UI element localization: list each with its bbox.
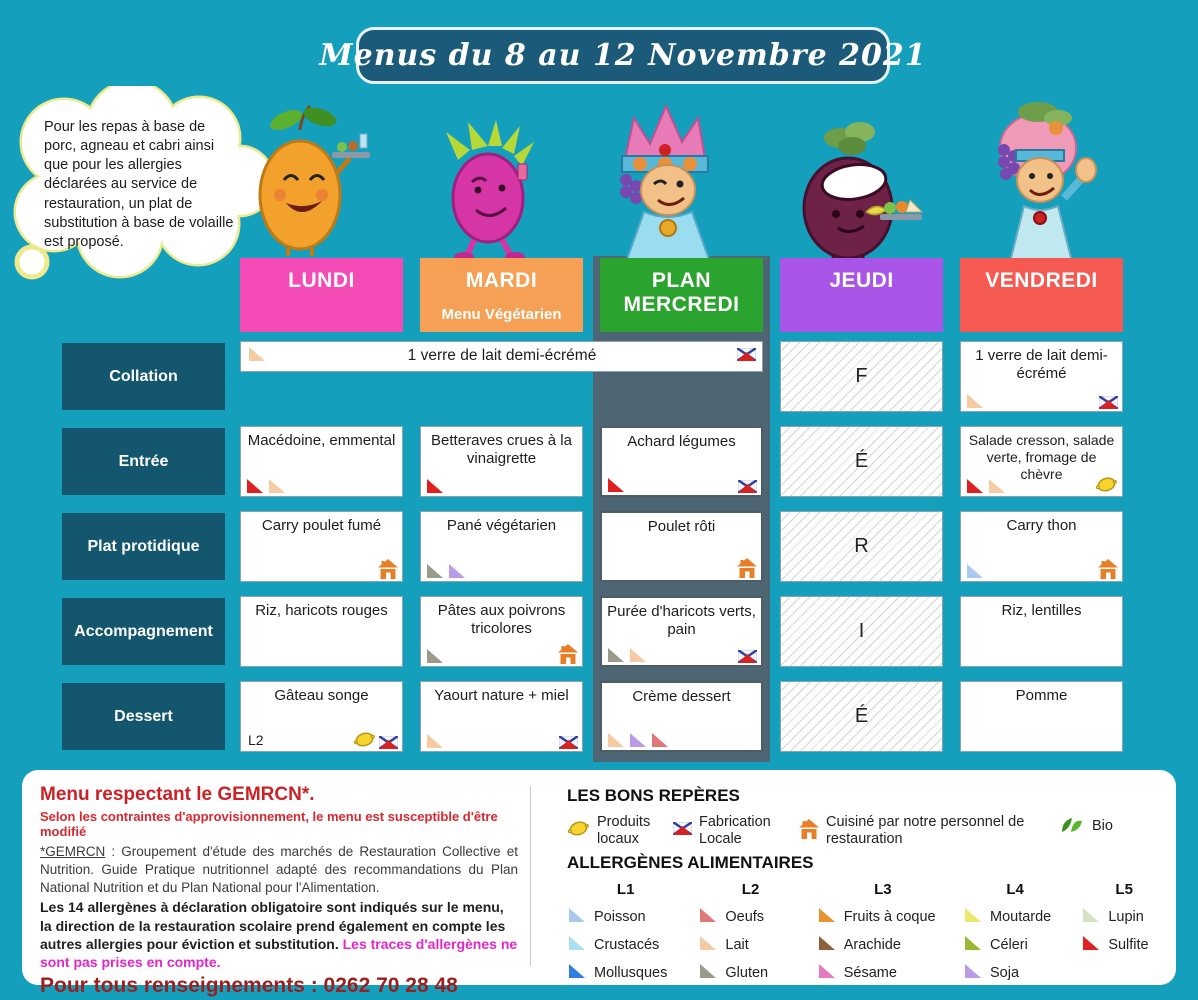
lait-icon [698,935,718,951]
day-header-mercredi [600,258,763,332]
bons-reperes-legend [567,814,1167,847]
produits-locaux-icon [567,819,590,838]
mollusques-icon [567,963,587,979]
cell-text: Crème dessert [632,688,731,705]
cell-jeudi-dessert-ferie [780,681,943,752]
bio-icon [1059,814,1085,834]
cell-jeudi-plat-ferie [780,511,943,582]
fabrication-locale-icon [1099,396,1118,409]
fabrication-locale-icon [379,736,398,749]
cell-marker-icons [558,644,578,664]
allergen-label: Gluten [725,965,769,982]
allergen-code: L1 [616,881,635,899]
legend-item-fabrication-locale [673,814,771,847]
cell-marker-icons [737,348,756,366]
allergen-icon-slot [698,907,718,927]
cell-collation-jeudi-ferie [780,341,943,412]
sulfite-icon [606,477,626,493]
day-label: VENDREDI [985,269,1098,292]
allergen-item [567,963,684,983]
legend-icon-slot [567,819,590,842]
crustaces-icon [567,935,587,951]
allergen-item [963,935,1067,955]
cell-text: Pané végétarien [446,517,557,534]
allergen-item [963,907,1067,927]
legend-icon-slot [673,822,692,839]
cell-text: Yaourt nature + miel [434,687,569,704]
cell-allergen-icons [245,478,287,494]
legend-item-cuisine-maison [799,814,1025,847]
mango-mascot-illustration [238,100,372,260]
allergen-column-l2 [698,881,802,983]
row-label-plat-protidique: Plat protidique [62,513,225,580]
fruit-princess-mascot-illustration [972,94,1112,262]
allergen-icon-slot [1081,935,1101,955]
allergen-column-l5 [1081,881,1167,983]
cell-vendredi-entree [960,426,1123,497]
lait-icon [267,478,287,494]
cell-allergen-icons [965,563,985,579]
cell-text: Gâteau songe [274,687,369,704]
cell-lundi-plat [240,511,403,582]
fabrication-locale-icon [673,822,692,835]
cell-allergen-icons [247,346,267,367]
lait-icon [987,478,1007,494]
lait-icon [965,393,985,409]
cell-text: Riz, lentilles [1001,602,1082,619]
day-label: PLAN MERCREDI [623,269,740,317]
allergen-note-text: Les 14 allergènes à déclaration obligatoire sont indiqués sur le menu, la direction de la restauration scolaire prend également en compte les autres allergies pour éviction et substitution. [40,899,506,952]
holiday-letter: I [858,620,865,642]
allergen-icon-slot [817,963,837,983]
cell-marker-icons [353,730,398,749]
allergen-icon-slot [1081,907,1101,927]
arachide-icon [817,935,837,951]
cell-jeudi-entree-ferie [780,426,943,497]
allergen-column-l4 [963,881,1067,983]
fabrication-locale-icon [559,736,578,749]
allergen-column-l1 [567,881,684,983]
allergen-icon-slot [567,963,587,983]
day-sublabel: Menu Végétarien [441,306,562,324]
allergen-item [698,935,802,955]
sulfite-icon [245,478,265,494]
produits-locaux-icon [1095,475,1118,494]
allergen-item [1081,935,1167,955]
allergen-note [40,898,518,971]
gluten-icon [425,648,445,664]
moutarde-icon [963,907,983,923]
maison-icon [799,819,819,839]
day-label: JEUDI [829,269,894,292]
dessert-code-label: L2 [248,732,264,748]
allergen-label: Moutarde [989,909,1052,926]
maison-icon [737,558,757,578]
oeufs-icon [650,732,670,748]
gemrcn-heading: Menu respectant le GEMRCN*. [40,784,315,805]
maison-icon [1098,559,1118,579]
allergen-label: Céleri [989,937,1028,954]
lait-icon [628,647,648,663]
cell-marker-icons [1098,559,1118,579]
cell-allergen-icons [606,647,648,663]
day-header-jeudi [780,258,943,332]
soja-icon [963,963,983,979]
cell-mercredi-accompagnement [600,596,763,667]
allergens-table [567,881,1167,983]
allergen-item [698,963,802,983]
sulfite-icon [965,478,985,494]
substitution-notice: Pour les repas à base de porc, agneau et cabri ainsi que pour les allergies déclarées au service de restauration, un plat de substitution à base de volaille est proposé. [44,119,234,250]
legend-icon-slot [1059,814,1085,838]
allergen-code: L3 [874,881,892,899]
title-banner [319,27,927,84]
sulfite-icon [425,478,445,494]
cell-allergen-icons [965,393,985,409]
legend-item-bio [1059,814,1113,838]
celeri-icon [963,935,983,951]
cell-lundi-accompagnement [240,596,403,667]
allergen-icon-slot [963,963,983,983]
footer-left-block [40,780,518,998]
allergen-label: Sésame [843,965,897,982]
legend-label: Fabrication Locale [699,814,771,847]
maison-icon [558,644,578,664]
gluten-icon [425,563,445,579]
cell-marker-icons [738,480,757,493]
sesame-icon [817,963,837,979]
allergen-item [817,963,949,983]
lait-icon [425,733,445,749]
holiday-letter: É [854,450,869,472]
cell-text: 1 verre de lait demi-écrémé [975,347,1108,382]
cell-mercredi-dessert [600,681,763,752]
allergen-icon-slot [963,907,983,927]
cell-allergen-icons [425,648,445,664]
allergen-item [817,907,949,927]
allergen-label: Lait [725,937,749,954]
dragonfruit-mascot-illustration [430,116,550,264]
legend-label: Produits locaux [597,814,651,847]
gemrcn-term: *GEMRCN [40,844,106,859]
cell-mardi-accompagnement [420,596,583,667]
cell-mercredi-entree [600,426,763,497]
allergen-label: Oeufs [725,909,765,926]
cell-mardi-entree [420,426,583,497]
cell-text: Pomme [1015,687,1068,704]
fabrication-locale-icon [738,650,757,663]
cell-text: Salade cresson, salade verte, fromage de chèvre [968,432,1115,482]
soja-icon [628,732,648,748]
supply-disclaimer: Selon les contraintes d'approvisionnement, le menu est susceptible d'être modifié [40,809,498,839]
allergen-icon-slot [698,963,718,983]
cell-allergen-icons [606,732,670,748]
row-label-collation: Collation [62,343,225,410]
day-label: LUNDI [288,269,355,292]
cell-text: Betteraves crues à la vinaigrette [431,432,572,467]
allergen-item [963,963,1067,983]
legend-item-produits-locaux [567,814,651,847]
cell-text: Macédoine, emmental [247,432,396,449]
legend-label: Cuisiné par notre personnel de restauration [826,814,1025,847]
cell-lundi-entree [240,426,403,497]
row-label-dessert: Dessert [62,683,225,750]
cell-mardi-dessert [420,681,583,752]
allergen-icon-slot [567,907,587,927]
allergen-icon-slot [567,935,587,955]
grape-prince-mascot-illustration [592,98,742,262]
cell-allergen-icons [425,733,445,749]
page-title: Menus du 8 au 12 Novembre 2021 [319,38,927,73]
legend-icon-slot [799,819,819,843]
cell-vendredi-accompagnement [960,596,1123,667]
allergen-label: Poisson [594,909,646,926]
footer-panel [22,770,1176,998]
gluten-icon [606,647,626,663]
allergen-label: Crustacés [594,937,660,954]
day-header-vendredi [960,258,1123,332]
lait-icon [247,346,267,362]
holiday-letter: F [855,365,868,387]
allergen-item [1081,907,1167,927]
contact-phone: Pour tous renseignements : 0262 70 28 48 [40,974,458,998]
gemrcn-definition-text: : Groupement d'étude des marchés de Restauration Collective et Nutrition. Guide Pratique nutritionnel adapté des recommandations du Plan National Nutrition et du Plan National pour l'Alimentation. [40,844,518,895]
cell-jeudi-accompagnement-ferie [780,596,943,667]
cell-allergen-icons [606,477,626,493]
lait-icon [606,732,626,748]
produits-locaux-icon [353,730,376,749]
cell-allergen-icons [425,563,467,579]
cell-text: Achard légumes [627,433,736,450]
cell-text: Carry poulet fumé [261,517,382,534]
gemrcn-definition [40,843,518,896]
allergenes-title: ALLERGÈNES ALIMENTAIRES [567,853,814,873]
oeufs-icon [698,907,718,923]
cell-text: 1 verre de lait demi-écrémé [407,347,597,365]
allergen-label: Lupin [1108,909,1144,926]
allergen-item [567,907,684,927]
sulfite-icon [1081,935,1101,951]
allergen-icon-slot [698,935,718,955]
poisson-icon [567,907,587,923]
cell-lundi-dessert [240,681,403,752]
bons-reperes-title: LES BONS REPÈRES [567,786,740,805]
footer-divider [530,786,531,966]
allergen-icon-slot [817,907,837,927]
day-header-mardi [420,258,583,332]
cell-marker-icons [738,650,757,663]
cell-marker-icons [378,559,398,579]
soja-icon [447,563,467,579]
fabrication-locale-icon [737,348,756,361]
cell-marker-icons [1095,475,1118,494]
allergen-label: Fruits à coque [843,909,936,926]
cell-marker-icons [737,558,757,578]
fabrication-locale-icon [738,480,757,493]
cell-allergen-icons [965,478,1007,494]
allergen-label: Mollusques [594,965,668,982]
footer-right-block [567,782,1167,983]
allergen-icon-slot [817,935,837,955]
cell-vendredi-dessert [960,681,1123,752]
cell-vendredi-plat [960,511,1123,582]
cell-collation-lundi-mercredi [240,341,763,372]
cell-collation-vendredi [960,341,1123,412]
allergen-traces-warning: Les traces d'allergènes ne sont pas prises en compte. [40,935,518,970]
row-label-entree: Entrée [62,428,225,495]
gluten-icon [698,963,718,979]
mangosteen-mascot-illustration [788,116,938,264]
allergen-icon-slot [963,935,983,955]
allergen-column-l3 [817,881,949,983]
allergen-item [567,935,684,955]
day-header-lundi [240,258,403,332]
cell-text: Carry thon [1006,517,1077,534]
cell-marker-icons [1099,396,1118,409]
cell-text: Purée d'haricots verts, pain [607,603,756,638]
allergen-item [698,907,802,927]
cell-marker-icons [559,736,578,749]
lupin-icon [1081,907,1101,923]
allergen-label: Arachide [843,937,901,954]
holiday-letter: R [854,535,869,557]
allergen-code: L4 [1006,881,1024,899]
legend-label: Bio [1092,817,1113,834]
allergen-code: L2 [741,881,760,899]
allergen-label: Sulfite [1108,937,1149,954]
maison-icon [378,559,398,579]
allergen-item [817,935,949,955]
poisson-icon [965,563,985,579]
row-label-accompagnement: Accompagnement [62,598,225,665]
day-label: MARDI [465,269,538,292]
cell-text: Poulet rôti [647,518,716,535]
fruits-a-coque-icon [817,907,837,923]
allergen-label: Soja [989,965,1020,982]
cell-text: Pâtes aux poivrons tricolores [437,602,566,637]
holiday-letter: É [854,705,869,727]
cell-text: Riz, haricots rouges [255,602,388,619]
cell-allergen-icons [425,478,445,494]
cell-mardi-plat [420,511,583,582]
allergen-code: L5 [1115,881,1133,899]
cell-mercredi-plat [600,511,763,582]
